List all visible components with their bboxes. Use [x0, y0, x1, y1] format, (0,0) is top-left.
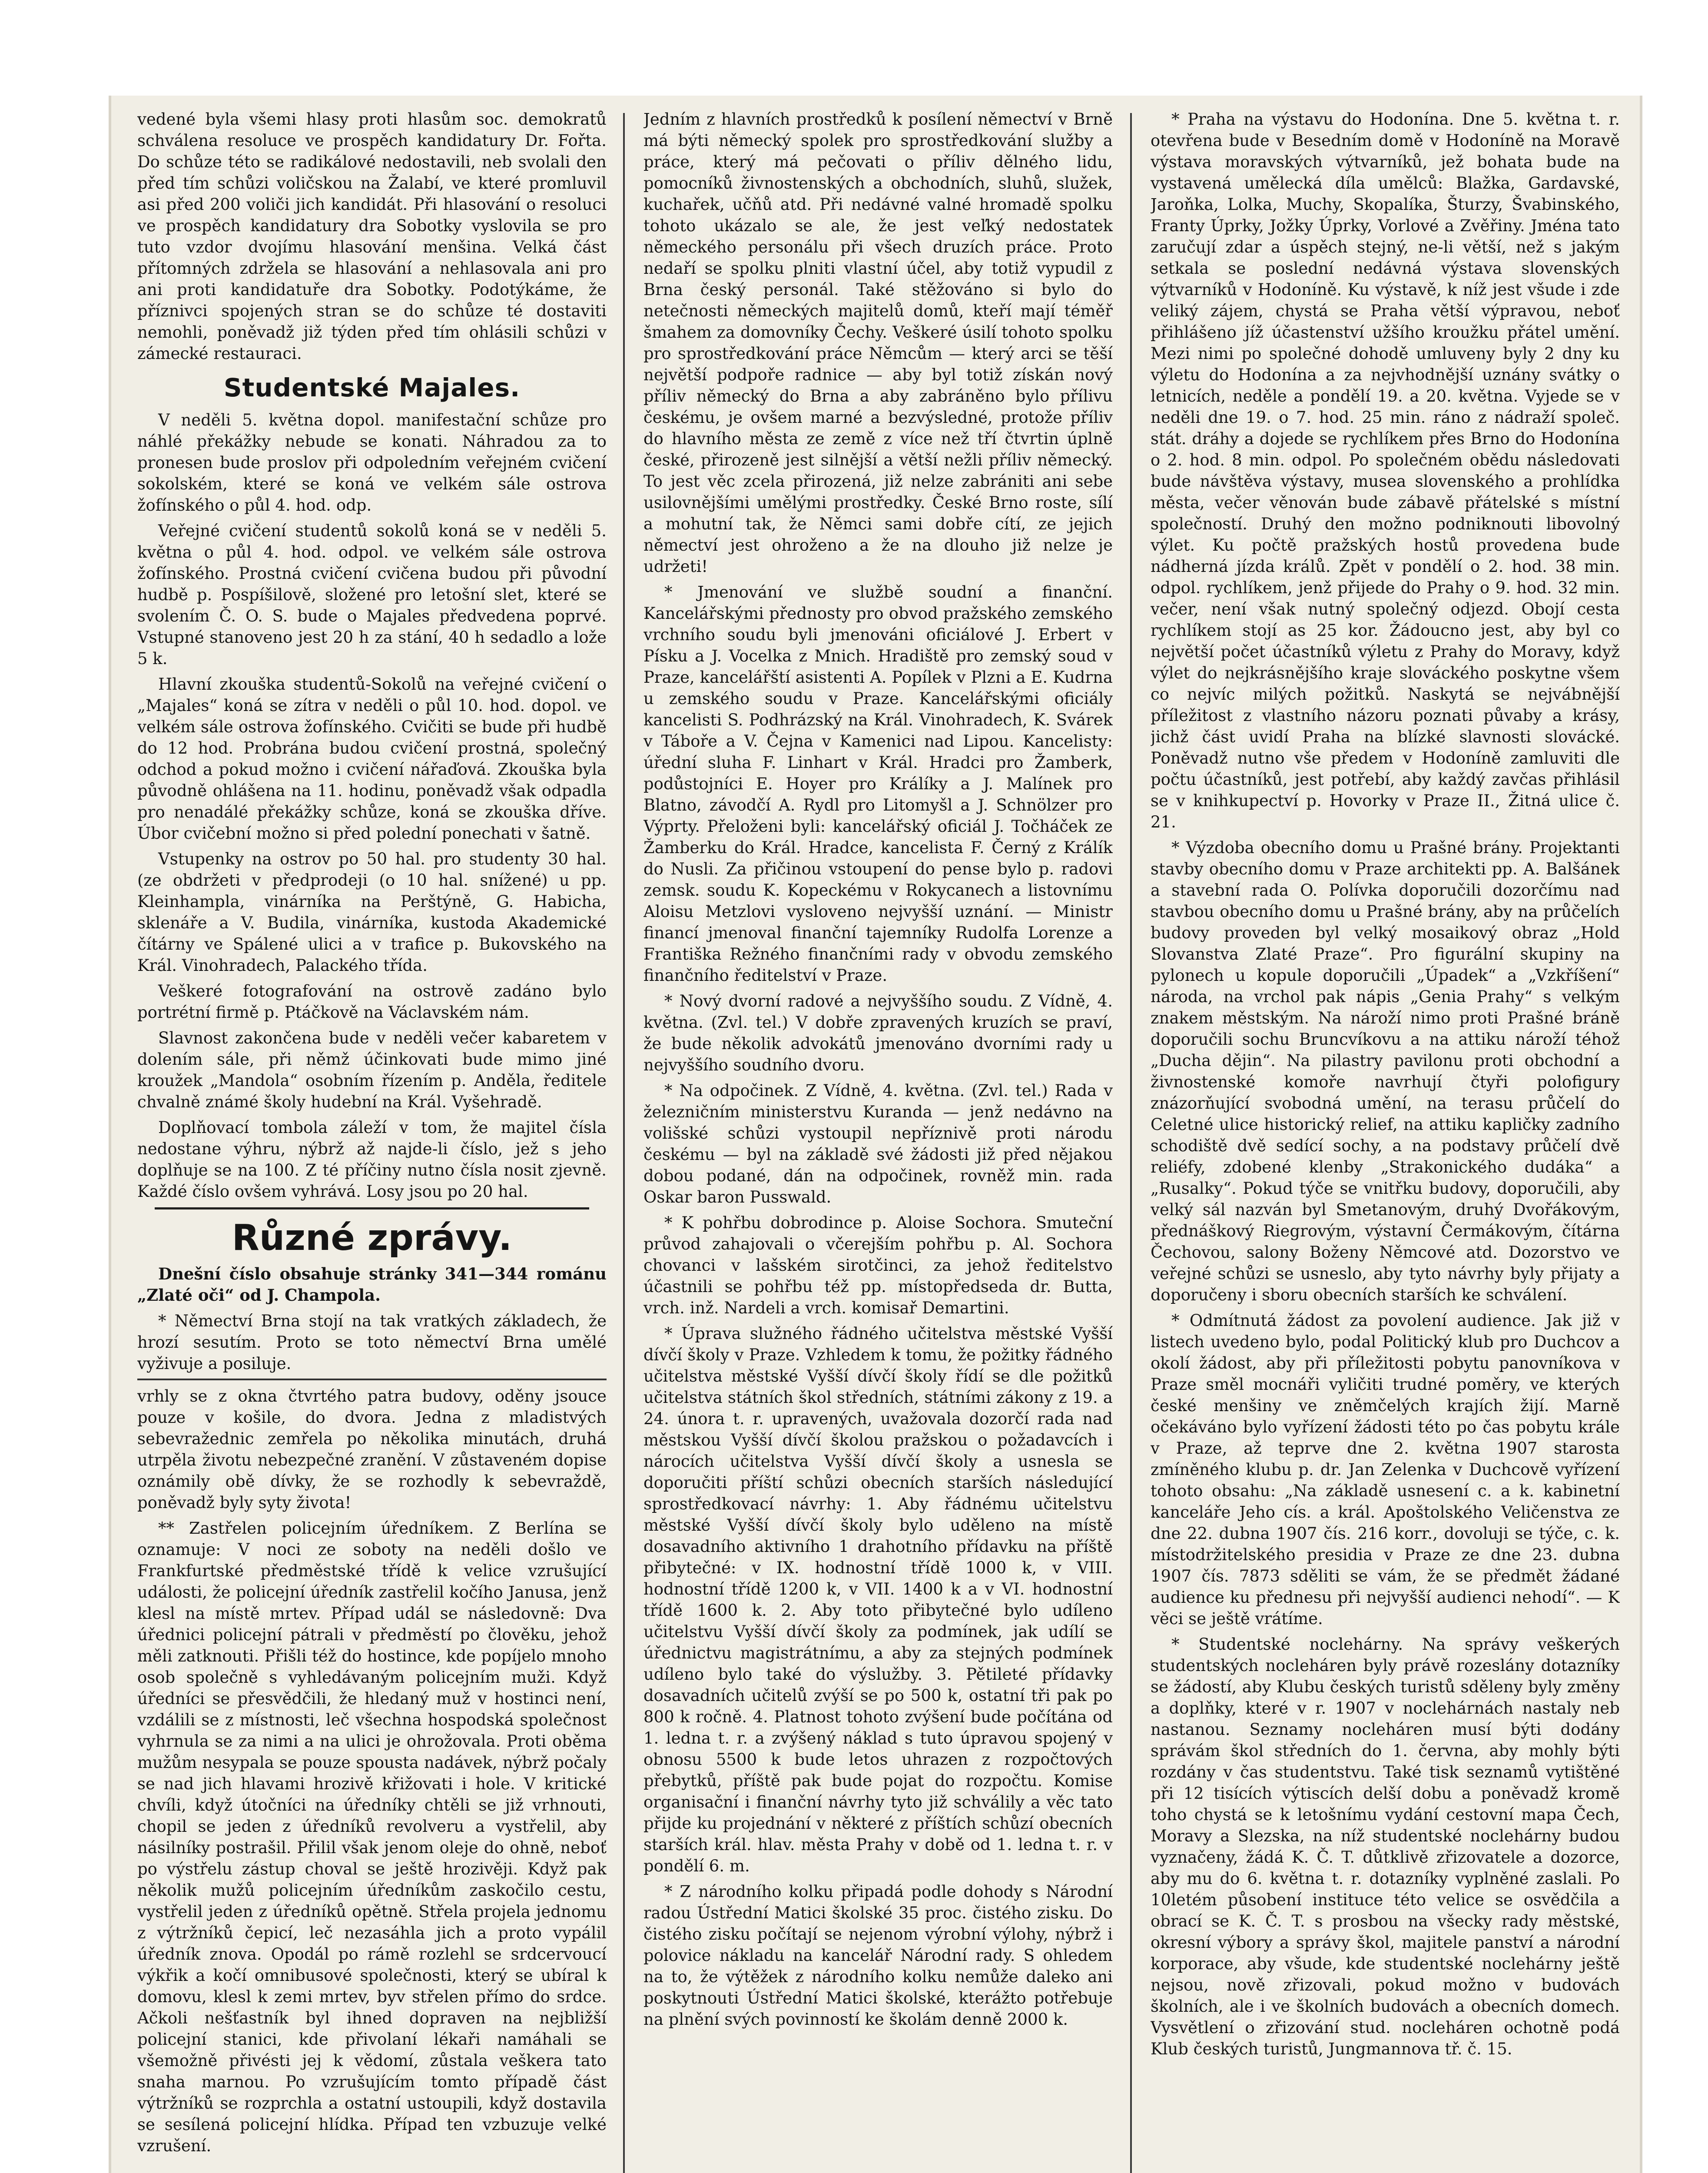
article-text: Jedním z hlavních prostředků k posílení němectví v Brně má býti německý spolek pro sprostředkování služby a práce, který má pečovati o příliv dělného lidu, pomocníků živnostenských a obchodních, sluhů, služek, kuchařek, učňů atd. Při nedávné valné hromadě spolku tohoto ukázalo se ale, že jest veľký nedostatek německého personálu při všech druzích práce. Proto nedaří se spolku plniti vlastní účel, aby totiž vypudil z Brna český personál. Také stěžováno si bylo do netečnosti německých majitelů domů, kteří mají téměř šmahem za domovníky Čechy. Veškeré úsilí tohoto spolku pro sprostředkování práce Němcům — který arci se těší největší podpoře radnice — aby byl totiž získán nový příliv německý do Brna a aby zabráněno bylo přílivu českému, je ovšem marné a bezvýsledné, protože příliv do hlavního města ze země z více než tří čtvrtin úplně české, přirozeně jest silnější a větší nežli příliv německý. To jest věc zcela přirozená, již nelze zabrániti ani sebe usilovnějšími umělými prostředky. České Brno roste, sílí a mohutní tak, že Němci sami dobře cítí, ze jejich němectví jest ohroženo a že na dlouho již nelze je udržeti! — [643, 110, 1113, 576]
newspaper-page — [109, 96, 1642, 2173]
article-text: vrhly se z okna čtvrtého patra budovy, oděny jsouce pouze v košile, do dvora. Jedna z mladistvých sebevražednic zemřela po několika minutách, druhá utrpěla životu nebezpečné zranění. V zůstaveném dopise oznámily obě dívky, že se rozhodly k sebevraždě, poněvadž byly syty života! — [137, 1387, 607, 1512]
article-text: Hlavní zkouška studentů-Sokolů na veřejné cvičení o „Majales“ koná se zítra v neděli o půl 10. hod. dopol. ve velkém sále ostrova žofínského. Cvičiti se bude při hudbě do 12 hod. Probrána budou cvičení prostná, společný odchod a pokud možno i cvičení nářaďová. Zkouška byla původně ohlášena na 11. hodinu, poněvadž však odpadla pro nenadálé překážky schůze, koná se zkouška dříve. Úbor cvičební možno si před polední ponechati v šatně. — [137, 675, 607, 843]
middle-column — [643, 109, 1113, 2173]
article-text: * Výzdoba obecního domu u Prašné brány. Projektanti stavby obecního domu v Praze architekti pp. A. Balšánek a stavební rada O. Polívka doporučili dozorčímu nad stavbou obecního domu u Prašné brány, aby na průčelích budovy proveden byl velký mosaikový obraz „Hold Slovanstva Zlaté Praze“. Pro figurální skupiny na pylonech u kopule doporučili „Úpadek“ a „Vzkříšení“ národa, na vrchol pak nápis „Genia Prahy“ s velkým znakem městským. Na nároží nimo proti Prašné bráně doporučili sochu Bruncvíkovu a na attiku nároží téhož „Ducha dějin“. Na pilastry pavilonu proti obchodní a živnostenské komoře navrhují čtyři polofigury znázorňující svobodná umění, na terasu průčelí do Celetné ulice historický relief, na attiku kapličky zadního schodiště dvě sedící sochy, a na podstavy průčelí dvě reliéfy, zdobené klenby „Strakonického dudáka“ a „Rusalky“. Pokud týče se vnitřku budovy, doporučili, aby velký sál nazván byl Smetanovým, druhý Dvořákovým, přednáškový Riegrovým, výstavní Čermákovým, čítárna Čechovou, salony Boženy Němcové atd. Dozorstvo ve veřejné schůzi se usneslo, aby tyto návrhy byly přijaty a doporučeny i sboru obecních starších ke schválení. — [1151, 838, 1620, 1304]
article-text: * K pohřbu dobrodince p. Aloise Sochora. Smuteční průvod zahajovali o včerejším pohřbu p. Al. Sochora chovanci v lašském sirotčinci, za jehož ředitelstvo účastnili se pohřbu též pp. místopředseda dr. Butta, vrch. inž. Nardeli a vrch. komisař Demartini. — [643, 1213, 1113, 1317]
article-text: Veškeré fotografování na ostrově zadáno bylo portrétní firmě p. Ptáčkově na Václavském nám. — [137, 982, 607, 1022]
article-text: * Jmenování ve službě soudní a finanční. Kancelářskými přednosty pro obvod pražského zemského vrchního soudu byli jmenováni oficiálové J. Erbert v Písku a J. Vocelka z Mnich. Hradiště pro zemský soud v Praze, kancelářští asistenti A. Popílek v Plzni a E. Kudrna u zemského soudu v Praze. Kancelářskými oficiály kancelisti S. Podhrázský na Král. Vinohradech, K. Svárek v Táboře a V. Čejna v Kamenici nad Lipou. Kancelisty: úřední sluha F. Linhart v Král. Hradci pro Žamberk, podůstojníci E. Hoyer pro Králíky a J. Malínek pro Blatno, závodčí A. Rydl pro Litomyšl a J. Schnölzer pro Výprty. Přeloženi byli: kancelářský oficiál J. Točháček ze Žamberku do Král. Hradce, kancelista F. Černý z Králík do Nusli. Za přičinou vstoupení do pense bylo p. radovi zemsk. soudu K. Kopeckému v Rokycanech a listovnímu Aloisu Metzlovi vysloveno nejvyšší uznání. — Ministr financí jmenoval finanční tajemníky Rudolfa Lorenze a Františka Režného finančními rady v obvodu zemského finančního ředitelství v Praze. — [643, 583, 1113, 985]
article-text: Doplňovací tombola záleží v tom, že majitel čísla nedostane výhru, nýbrž až najde-li číslo, jež s jeho doplňuje se na 100. Z té příčiny nutno čísla nosit zjevně. Každé číslo ovšem vyhrává. Losy jsou po 20 hal. — [137, 1118, 607, 1201]
article-text: Dnešní číslo obsahuje stránky 341—344 románu „Zlaté oči“ od J. Champola. — [137, 1264, 607, 1305]
section-rule — [155, 1207, 589, 1209]
article-text: * Na odpočinek. Z Vídně, 4. května. (Zvl. tel.) Rada v železničním ministerstvu Kuranda — jenž nedávno na volišské schůzi vystoupil nepříznivě proti národu českému — byl na základě své žádosti již před nějakou dobou podané, dán na odpočinek, rovněž min. rada Oskar baron Pusswald. — [643, 1081, 1113, 1206]
section-title: Studentské Majales. — [223, 373, 521, 402]
article-text: Veřejné cvičení studentů sokolů koná se v neděli 5. května o půl 4. hod. odpol. ve velkém sále ostrova žofínského. Prostná cvičení cvičena budou při původní hudbě p. Pospíšilově, složené pro letošní slet, které se svolením Č. O. S. bude o Majales předvedena poprvé. Vstupné stanoveno jest 20 h za stání, 40 h sedadlo a lože 5 k. — [137, 522, 607, 668]
article-text: * Úprava služného řádného učitelstva městské Vyšší dívčí školy v Praze. Vzhledem k tomu, že požitky řádného učitelstva městské Vyšší dívčí školy řídí se dle požitků učitelstva státních škol středních, státními zákony z 19. a 24. února t. r. upravených, uvažovala dozorčí rada nad městskou Vyšší dívčí školou pražskou o požadavcích i nárocích učitelstva Vyšší dívčí školy a usnesla se doporučiti příští schůzi obecních starších následující sprostředkovací návrhy: 1. Aby řádnému učitelstvu městské Vyšší dívčí školy bylo uděleno na místě dosavadního aktivního 1 drahotního přídavku na příště přibytečné: v IX. hodnostní třídě 1000 k, v VIII. hodnostní třídě 1200 k, v VII. 1400 k a v VI. hodnostní třídě 1600 k. 2. Aby toto přibytečné bylo udíleno učitelstvu Vyšší dívčí školy za podmínek, jak udílí se úřednictvu magistrátnímu, a aby za stejných podmínek udíleno bylo také do výslužby. 3. Pětileté přídavky dosavadních učitelů zvýší se po 500 k, ostatní tři pak po 800 k ročně. 4. Platnost tohoto zvýšení bude počítána od 1. ledna t. r. a zvýšený náklad s tuto úpravou spojený v obnosu 5500 k bude letos uhrazen z rozpočtových přebytků, příště pak bude pojat do rozpočtu. Komise organisační i finanční návrhy tyto již schválily a věc tato přijde ku projednání v některé z příštích schůzí obecních starších král. hlav. města Prahy v době od 1. ledna t. r. v pondělí 6. m. — [643, 1324, 1113, 1875]
article-text: ** Zastřelen policejním úředníkem. Z Berlína se oznamuje: V noci ze soboty na neděli došlo ve Frankfurtské předměstské třídě k velice vzrušující události, že policejní úředník zastřelil kočího Janusa, jenž klesl na místě mrtev. Případ udál se následovně: Dva úřednici policejní pátrali v předměstí po člověku, jehož měli zatknouti. Přišli též do hostince, kde popíjelo mnoho osob společně s vyhledávaným policejním muži. Když úředníci se přesvědčili, že hledaný muž v hostinci není, vzdálili se z místnosti, leč všechna hospodská společnost vyhrnula se za nimi a na ulici je ohrožovala. Proti oběma mužům nesypala se pouze spousta nadávek, nýbrž počaly se nad jich hlavami hrozivě křižovati i hole. V kritické chvíli, když útočníci na úředníky chtěli se již vrhnouti, chopil se jeden z úředníků revolveru a vystřelil, aby násilníky postrašil. Přilil však jenom oleje do ohně, neboť po výstřelu zástup choval se ještě hrozivěji. Když pak několik mužů policejním úředníkům zaskočilo cestu, vystřelil jeden z úředníků opětně. Střela projela jednomu z výtržníků čepicí, leč nezasáhla jich a proto vypálil úředník znova. Opodál po rámě rozlehl se srdcervoucí výkřik a kočí omnibusové společnosti, který se ubíral k domovu, klesl k zemi mrtev, byv střelen přímo do srdce. Ačkoli nešťastník byl ihned dopraven na nejbližší policejní stanici, kde přivolaní lékaři namáhali se všemožně přivésti jej k vědomí, zůstala veškera tato snaha marnou. Po vzrušujícím tomto případě část výtržníků se rozprchla a ostatní ustoupili, když dostavila se sesílená policejní hlídka. Případ ten vzbuzuje velké vzrušení. — [137, 1519, 607, 2155]
column-divider-right — [1130, 113, 1132, 2173]
article-text: * Studentské noclehárny. Na správy veškerých studentských nocleháren byly právě rozeslány dotazníky se žádostí, aby Klubu českých turistů sděleny byly změny a doplňky, které v r. 1907 v noclehárnách nastaly neb nastanou. Seznamy nocleháren musí býti dodány správám škol středních do 1. června, aby mohly býti rozdány v čas studentstvu. Také tisk seznamů vytištěné při 12 tisících výtiscích delší dobu a poněvadž kromě toho chystá se k letošnímu vydání cestovní mapa Čech, Moravy a Slezska, na níž studentské noclehárny budou vyznačeny, žádá K. Č. T. důtklivě zřizovatele a dozorce, aby mu do 6. května t. r. dotazníky vyplněné zaslali. Po 10letém působení instituce této velice se osvědčila a obrací se K. Č. T. s prosbou na všecky rady městské, okresní výbory a správy škol, majitele panství a národní korporace, aby všude, kde studentské noclehárny ještě nejsou, nově zřizovali, pokud možno v budovách školních, ale i ve školních budovách a obecních domech. Vysvětlení o zřizování stud. nocleháren ochotně podá Klub českých turistů, Jungmannova tř. č. 15. — [1151, 1635, 1620, 2058]
article-text: * Praha na výstavu do Hodonína. Dne 5. května t. r. otevřena bude v Besedním domě v Hodoníně na Moravě výstava moravských výtvarníků, jež bohata bude na vystavená umělecká díla umělců: Blažka, Gardavské, Jaroňka, Lolka, Muchy, Skopalíka, Šturzy, Švabinského, Franty Úprky, Jožky Úprky, Vorlové a Zvěřiny. Jména tato zaručují zdar a úspěch stejný, ne-li větší, než s jakým setkala se poslední nedávná výstava slovenských výtvarníků v Hodoníně. Ku výstavě, k níž jest všude i zde veliký zájem, chystá se Praha větší výpravou, neboť přihlášeno jíž účastenství užšího kroužku přátel umění. Mezi nimi po společné dohodě umluveny byly 2 dny ku výletu do Hodonína a za nejvhodnější uznány svátky o letnicích, neděle a pondělí 19. a 20. května. Vyjede se v neděli dne 19. o 7. hod. 25 min. ráno z nádraží společ. stát. dráhy a dojede se rychlíkem přes Brno do Hodonína o 2. hod. 8 min. odpol. Po společném obědu následovati bude návštěva výstavy, musea slovenského a prohlídka města, večer věnován bude zábavě přátelské s místní společností. Druhý den možno podniknouti libovolný výlet. Ku počtě pražských hostů provedena bude nádherná jízda králů. Zpět v pondělí o 2. hod. 38 min. odpol. rychlíkem, jenž přijede do Prahy o 9. hod. 32 min. večer, není však nutný společný odjezd. Obojí cesta rychlíkem stojí as 25 kor. Žádoucno jest, aby byl co největší počet účastníků výletu z Prahy do Moravy, když výlet do nejkrásnějšího kraje slováckého poskytne všem co nejvíc milých požitků. Naskytá se nejvábnější příležitost z vlastního názoru poznati půvaby a krásy, jichž část uvidí Praha na blízké slavnosti slovácké. Poněvadž nutno vše předem v Hodoníně zamluviti dle počtu účastníků, jest potřebí, aby každý zavčas přihlásil se v knihkupectví p. Hovorky v Praze II., Žitná ulice č. 21. — [1151, 110, 1620, 831]
column-divider-left — [623, 113, 625, 2173]
article-text: Slavnost zakončena bude v neděli večer kabaretem v dolením sále, při němž účinkovati bude mimo jiné kroužek „Mandola“ osobním řízením p. Anděla, ředitele chvalně známé školy hudební na Král. Vyšehradě. — [137, 1029, 607, 1111]
article-text: * Z národního kolku připadá podle dohody s Národní radou Ústřední Matici školské 35 proc. čistého zisku. Do čistého zisku počítají se nejenom výrobní výlohy, nýbrž i polovice nákladu na kancelář Národní rady. S ohledem na to, že výtěžek z národního kolku nemůže daleko ani poskytnouti Ústřední Matici školské, kterážto potřebuje na plnění svých povinností ke školám denně 2000 k. — [643, 1882, 1113, 2029]
right-column — [1151, 109, 1620, 2173]
article-text: * Odmítnutá žádost za povolení audience. Jak již v listech uvedeno bylo, podal Politický klub pro Duchcov a okolí žádost, aby při příležitosti pobytu panovníkova v Praze směl mocnáři vyličiti trudné poměry, ve kterých české menšiny ve zněmčelých krajích žijí. Marně očekáváno bylo vyřízení žádosti této po čas pobytu krále v Praze, až teprve dne 2. května 1907 starosta zmíněného klubu p. dr. Jan Zelenka v Duchcově vyřízení tohoto obsahu: „Na základě usnesení c. a k. kabinetní kanceláře Jeho cís. a král. Apoštolského Veličenstva ze dne 22. dubna 1907 čís. 216 korr., dovoluji se týče, c. k. místodržitelského presidia v Praze ze dne 23. dubna 1907 čís. 7873 sděliti se vám, že se předmět žádané audience ku přednesu při nejvyšší audienci nehodí“. — K věci se ještě vrátíme. — [1151, 1311, 1620, 1628]
column-break-rule — [137, 1379, 607, 1380]
article-text: vedené byla všemi hlasy proti hlasům soc. demokratů schválena resoluce ve prospěch kandidatury Dr. Fořta. Do schůze této se radikálové nedostavili, neb svolali den před tím schůzi voličskou na Žalabí, ve které promluvil asi před 200 voliči jich kandidát. Při hlasování o resoluci ve prospěch kandidatury dra Sobotky vyslovila se pro tuto vzdor dvojímu hlasování menšina. Velká část přítomných zdržela se hlasování a nehlasovala ani pro ani proti kandidatuře dra Sobotky. Podotýkáme, že příznivci spojených stran se do schůze té dostaviti nemohli, poněvadž již týden před tím ohlásili schůzi v zámecké restauraci. — [137, 110, 607, 363]
article-text: * Nový dvorní radové a nejvyššího soudu. Z Vídně, 4. května. (Zvl. tel.) V dobře zpravených kruzích se praví, že bude několik advokátů jmenováno dvorními rady u nejvyššího soudního dvoru. — [643, 992, 1113, 1074]
section-title: Různé zprávy. — [232, 1217, 512, 1259]
left-column — [137, 109, 607, 2173]
article-text: V neděli 5. května dopol. manifestační schůze pro náhlé překážky nebude se konati. Náhradou za to pronesen bude proslov při odpoledním veřejném cvičení sokolském, které se koná ve velkém sále ostrova žofínského o půl 4. hod. odp. — [137, 411, 607, 515]
article-text: Vstupenky na ostrov po 50 hal. pro studenty 30 hal. (ze obdržeti v předprodeji (o 10 hal. snížené) u pp. Kleinhampla, vinárníka na Perštýně, G. Habicha, sklenáře a V. Budila, vinárníka, kustoda Akademické čítárny ve Spálené ulici a v trafice p. Bukovského na Král. Vinohradech, Palackého třída. — [137, 850, 607, 975]
article-text: * Němectví Brna stojí na tak vratkých základech, že hrozí sesutím. Proto se toto němectví Brna umělé vyživuje a posiluje. — [137, 1312, 607, 1373]
